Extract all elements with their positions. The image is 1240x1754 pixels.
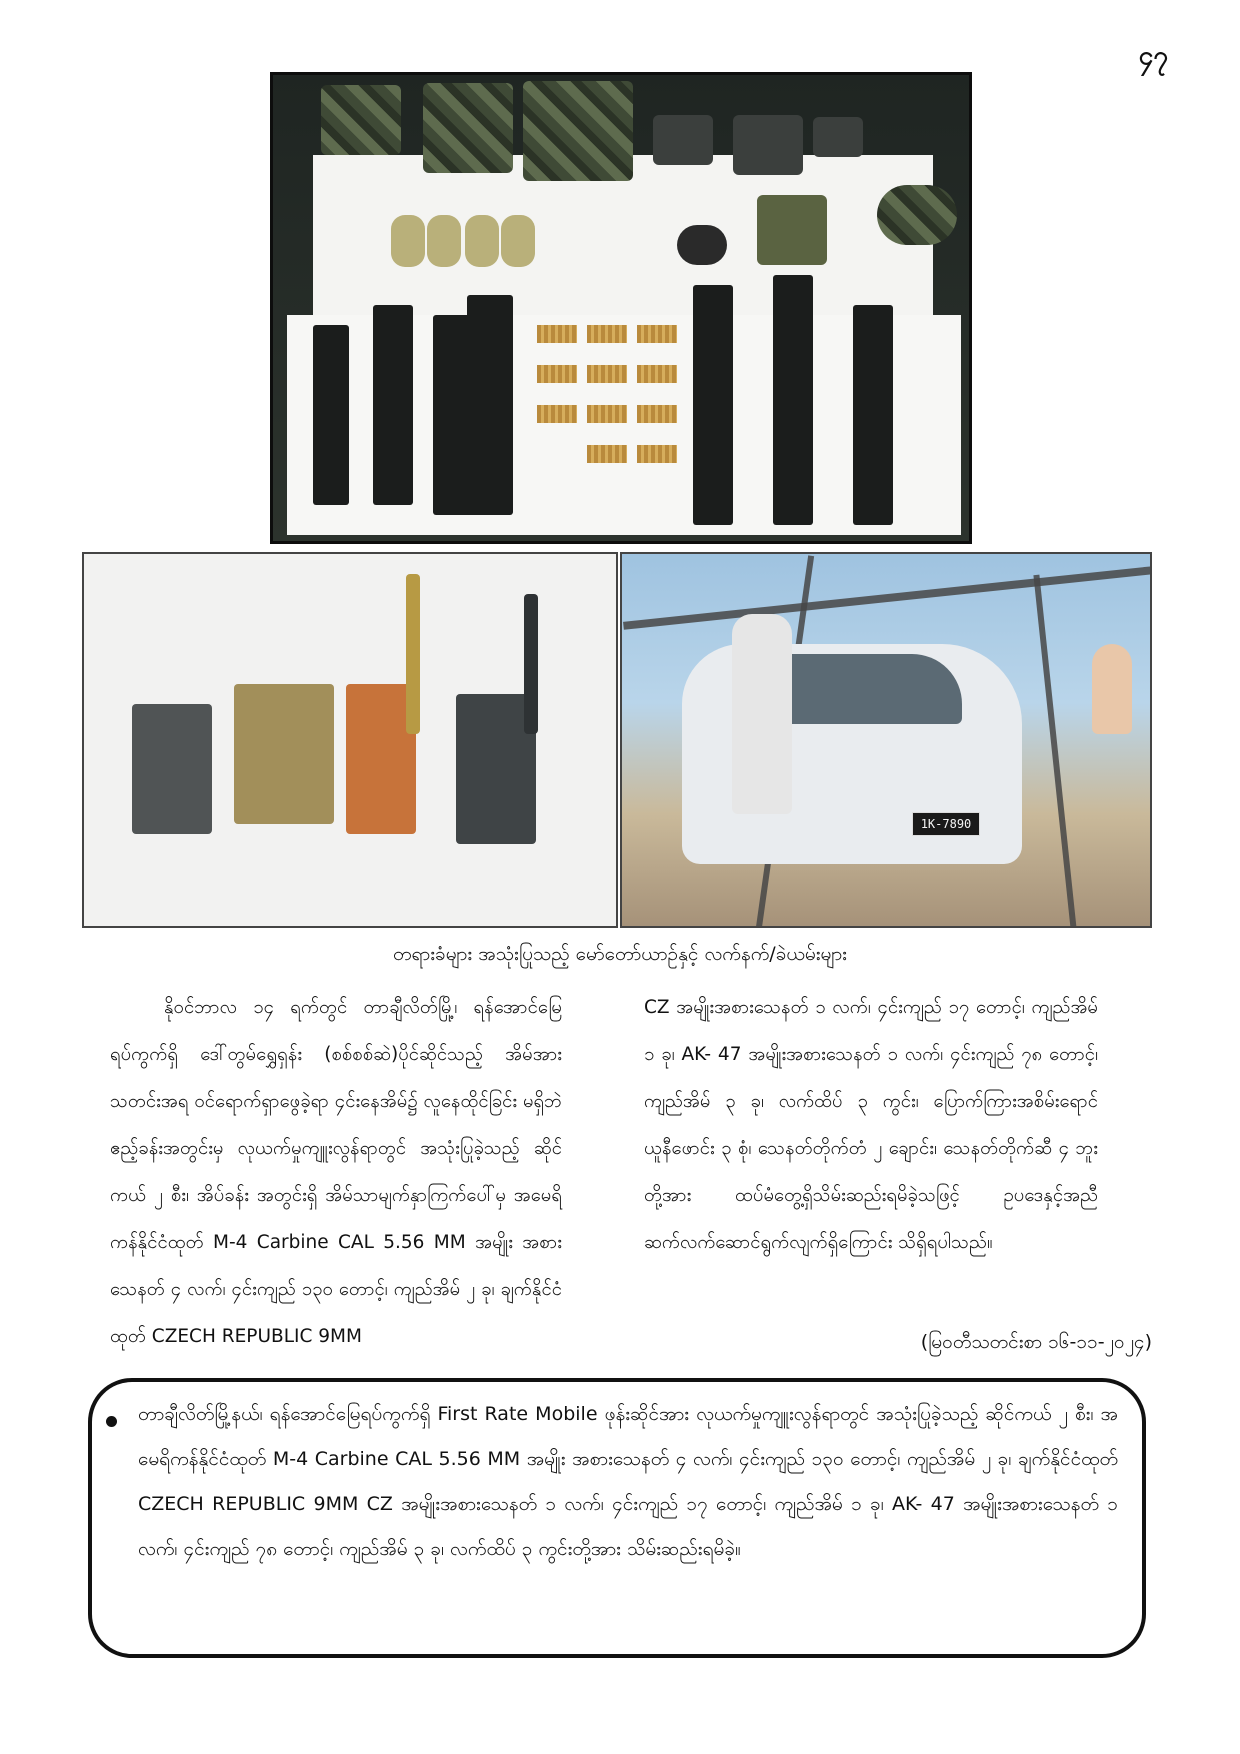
article-paragraph: CZ အမျိုးအစားသေနတ် ၁ လက်၊ ၄င်းကျည် ၁၇ တောင့်၊ ကျည်အိမ် ၁ ခု၊ AK- 47 အမျိုးအစားသေနတ် ၁ လက်၊ ၄င်းကျည် ၇၈ တောင့်၊ ကျည်အိမ် ၃ ခု၊ လက်ထိပ် ၃ ကွင်း၊ ပြောက်ကြားအစိမ်းရောင်ယူနီဖောင်း ၃ စုံ၊ သေနတ်တိုက်တံ ၂ ချောင်း၊ သေနတ်တိုက်ဆီ ၄ ဘူးတို့အား ထပ်မံတွေ့ရှိသိမ်းဆည်းရမိခဲ့သဖြင့် ဥပဒေနှင့်အညီ ဆက်လက်ဆောင်ရွက်လျက်ရှိကြောင်း သိရှိရပါသည်။	[644, 997, 1098, 1253]
boot	[501, 215, 535, 267]
rifle	[373, 305, 413, 505]
boonie-hat	[877, 185, 957, 245]
pistols-photo	[82, 552, 618, 928]
boot	[465, 215, 499, 267]
ammunition-row	[537, 405, 577, 423]
article-right-column	[644, 984, 1098, 1266]
person-partial	[1092, 644, 1132, 734]
rifle	[467, 295, 513, 515]
gear-bag	[813, 117, 863, 157]
rifle	[693, 285, 733, 525]
boot	[391, 215, 425, 267]
handcuffs	[677, 225, 727, 265]
awning-frame	[623, 566, 1152, 630]
camo-uniform	[423, 83, 513, 173]
boot	[427, 215, 461, 267]
rifle	[313, 325, 349, 505]
seized-items-photo	[270, 72, 972, 544]
ammunition-row	[587, 445, 627, 463]
source-citation: (မြဝတီသတင်းစာ ၁၆-၁၁-၂၀၂၄)	[920, 1331, 1152, 1353]
gear-bag	[733, 115, 803, 175]
cctv-car-photo	[620, 552, 1152, 928]
suppressor	[406, 574, 420, 734]
ammunition-row	[637, 445, 677, 463]
camo-uniform	[523, 81, 633, 181]
ammunition-row	[587, 365, 627, 383]
ammunition-row	[537, 325, 577, 343]
page-number: ၄၇	[1138, 41, 1168, 71]
ammunition-row	[637, 405, 677, 423]
highlight-box	[88, 1378, 1146, 1658]
ammunition-row	[537, 365, 577, 383]
camo-uniform	[321, 85, 401, 155]
ammunition-row	[587, 325, 627, 343]
ammunition-row	[637, 325, 677, 343]
ammunition-row	[637, 365, 677, 383]
rifle	[773, 275, 813, 525]
bullet-icon	[106, 1416, 117, 1427]
gear-bag	[653, 115, 713, 165]
ammunition-row	[587, 405, 627, 423]
person-standing	[732, 614, 792, 814]
pistol	[132, 704, 212, 834]
awning-pole	[1033, 575, 1076, 928]
article-paragraph: နိုဝင်ဘာလ ၁၄ ရက်တွင် တာချီလိတ်မြို့၊ ရန်အောင်မြေရပ်ကွက်ရှိ ဒေါ်တွမ်ရွှေရှန်း (စစ်စစ်ဆဲ)ပိုင်ဆိုင်သည့် အိမ်အား သတင်းအရ ဝင်ရောက်ရှာဖွေခဲ့ရာ ၄င်းနေအိမ်၌ လူနေထိုင်ခြင်း မရှိဘဲ ဧည့်ခန်းအတွင်းမှ လုယက်မှုကျူးလွန်ရာတွင် အသုံးပြုခဲ့သည့် ဆိုင်ကယ် ၂ စီး၊ အိပ်ခန်း အတွင်းရှိ အိမ်သာမျက်နှာကြက်ပေါ်မှ အမေရိကန်နိုင်ငံထုတ် M-4 Carbine CAL 5.56 MM အမျိုး အစားသေနတ် ၄ လက်၊ ၄င်းကျည် ၁၃၀ တောင့်၊ ကျည်အိမ် ၂ ခု၊ ချက်နိုင်ငံထုတ် CZECH REPUBLIC 9MM	[110, 997, 562, 1347]
highlight-text: တာချီလိတ်မြို့နယ်၊ ရန်အောင်မြေရပ်ကွက်ရှိ First Rate Mobile ဖုန်းဆိုင်အား လုယက်မှုကျူးလွန်ရာတွင် အသုံးပြုခဲ့သည့် ဆိုင်ကယ် ၂ စီး၊ အမေရိကန်နိုင်ငံထုတ် M-4 Carbine CAL 5.56 MM အမျိုး အစားသေနတ် ၄ လက်၊ ၄င်းကျည် ၁၃၀ တောင့်၊ ကျည်အိမ် ၂ ခု၊ ချက်နိုင်ငံထုတ် CZECH REPUBLIC 9MM CZ အမျိုးအစားသေနတ် ၁ လက်၊ ၄င်းကျည် ၁၇ တောင့်၊ ကျည်အိမ် ၁ ခု၊ AK- 47 အမျိုးအစားသေနတ် ၁ လက်၊ ၄င်းကျည် ၇၈ တောင့်၊ ကျည်အိမ် ၃ ခု၊ လက်ထိပ် ၃ ကွင်းတို့အား သိမ်းဆည်းရမိခဲ့။	[138, 1403, 1118, 1560]
photo-caption: တရားခံများ အသုံးပြုသည့် မော်တော်ယာဉ်နှင့် လက်နက်/ခဲယမ်းများ	[392, 943, 848, 965]
pistol	[234, 684, 334, 824]
magazine-pouches	[757, 195, 827, 265]
rifle	[853, 305, 893, 525]
article-left-column	[110, 984, 562, 1360]
license-plate: 1K-7890	[912, 812, 980, 836]
suppressor	[524, 594, 538, 734]
